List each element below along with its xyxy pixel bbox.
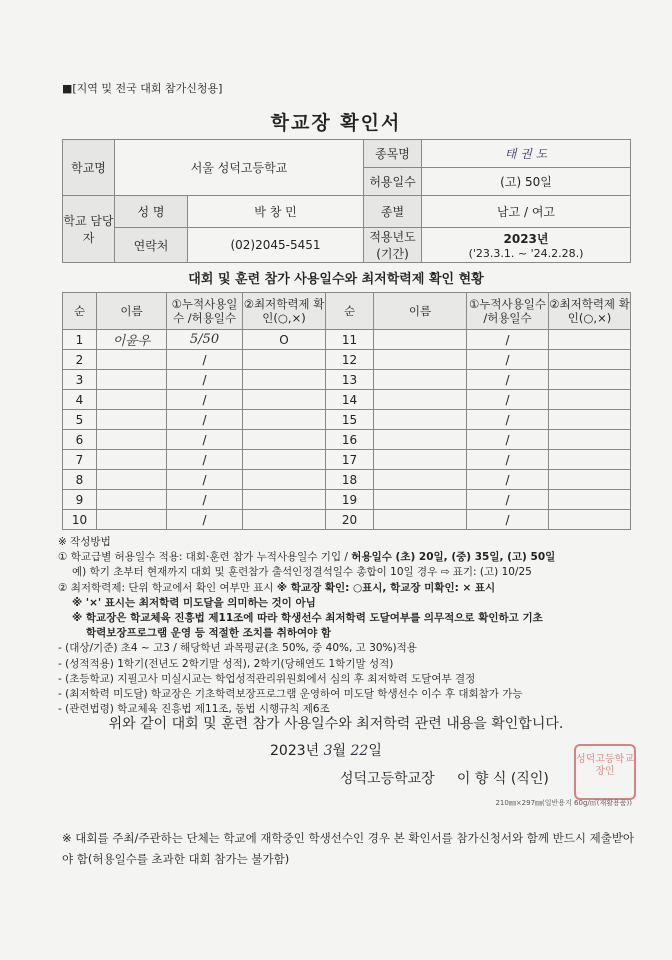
cell-no: 11 (326, 330, 374, 350)
cell-name (97, 450, 167, 470)
footer-note: ※ 대회를 주최/주관하는 단체는 학교에 재학중인 학생선수인 경우 본 확인서를 참가신청서와 함께 반드시 제출받아야 함(허용일수를 초과한 대회 참가는 불가함) (62, 831, 635, 866)
table-row (63, 330, 631, 350)
note-1: ① 학교급별 허용일수 적용: 대회·훈련 참가 누적사용일수 기입 / 허용일수 (초) 20일, (중) 35일, (고) 50일 (58, 551, 556, 564)
cell-check (549, 410, 631, 430)
cell-name (374, 490, 467, 510)
table-row (63, 370, 631, 390)
table-row (63, 350, 631, 370)
cell-name (374, 350, 467, 370)
cell-no: 18 (326, 470, 374, 490)
cell-days: / (167, 510, 243, 530)
note-8: - (최저학력 미도달) 학교장은 기초학력보장프로그램 운영하여 미도달 학생선수 이수 후 대회참가 가능 (58, 688, 523, 701)
phone-value: (02)2045-5451 (188, 228, 364, 263)
name-label: 성 명 (115, 196, 188, 228)
cell-check (243, 490, 326, 510)
cell-check (243, 410, 326, 430)
table-row (63, 450, 631, 470)
cell-no: 19 (326, 490, 374, 510)
sport-value: 태 권 도 (422, 140, 631, 168)
cell-days: / (167, 490, 243, 510)
cell-name (97, 410, 167, 430)
school-info-table (62, 139, 631, 263)
gender-value: 남고 / 여고 (422, 196, 631, 228)
cell-check (549, 370, 631, 390)
confirm-text: 위와 같이 대회 및 훈련 참가 사용일수와 최저학력 관련 내용을 확인합니다. (108, 716, 564, 732)
note-4: ※ 학교장은 학교체육 진흥법 제11조에 따라 학생선수 최저학력 도달여부를 의무적으로 확인하고 기초 (72, 612, 543, 625)
table-row (63, 470, 631, 490)
cell-no: 12 (326, 350, 374, 370)
cell-days: / (167, 450, 243, 470)
note-1-example: 예) 학기 초부터 현재까지 대회 및 훈련참가 출석인정결석일수 총합이 10일 경우 ⇨ 표기: (고) 10/25 (72, 566, 532, 579)
header-name: 이름 (374, 293, 467, 330)
cell-days: / (167, 410, 243, 430)
roster-table (62, 292, 631, 530)
school-label: 학교명 (63, 140, 115, 196)
cell-days: / (167, 390, 243, 410)
cell-check (549, 510, 631, 530)
cell-no: 1 (63, 330, 97, 350)
table-row (63, 510, 631, 530)
table-row (63, 390, 631, 410)
form-tag: ■[지역 및 전국 대회 참가신청용] (62, 82, 223, 95)
header-no: 순 (326, 293, 374, 330)
days-label: 허용일수 (364, 168, 422, 196)
table-row (63, 430, 631, 450)
cell-check (243, 510, 326, 530)
cell-days: / (167, 430, 243, 450)
cell-check (243, 430, 326, 450)
note-4b: 학력보장프로그램 운영 등 적절한 조치를 취하여야 함 (86, 627, 332, 640)
cell-check (243, 390, 326, 410)
cell-days: / (167, 470, 243, 490)
cell-name (97, 390, 167, 410)
cell-days: / (167, 350, 243, 370)
cell-days: / (467, 470, 549, 490)
cell-no: 10 (63, 510, 97, 530)
note-5: - (대상/기준) 초4 ~ 고3 / 해당학년 과목평균(초 50%, 중 40%, 고 30%)적용 (58, 642, 417, 655)
cell-check (243, 470, 326, 490)
cell-days: / (467, 330, 549, 350)
cell-name (374, 510, 467, 530)
year-label: 적용년도 (기간) (364, 228, 422, 263)
cell-no: 9 (63, 490, 97, 510)
cell-check: O (243, 330, 326, 350)
cell-check (549, 470, 631, 490)
cell-check (549, 330, 631, 350)
table-row (63, 490, 631, 510)
cell-days: 5/50 (167, 330, 243, 350)
cell-name (374, 390, 467, 410)
cell-check (549, 390, 631, 410)
cell-days: / (467, 430, 549, 450)
cell-no: 3 (63, 370, 97, 390)
header-days: ①누적사용일수 /허용일수 (467, 293, 549, 330)
cell-no: 8 (63, 470, 97, 490)
instructions (58, 535, 638, 717)
cell-no: 5 (63, 410, 97, 430)
year-value: 2023년 (503, 232, 549, 246)
notes-heading: ※ 작성방법 (58, 536, 111, 548)
header-days: ①누적사용일수 /허용일수 (167, 293, 243, 330)
cell-days: / (167, 370, 243, 390)
cell-check (243, 350, 326, 370)
cell-name (374, 470, 467, 490)
document-title: 학교장 확인서 (270, 112, 402, 134)
cell-days: / (467, 350, 549, 370)
cell-name (374, 370, 467, 390)
note-3: ※ '×' 표시는 최저학력 미도달을 의미하는 것이 아님 (72, 596, 316, 609)
header-check: ②최저학력제 확인(○,×) (549, 293, 631, 330)
school-value: 서울 성덕고등학교 (115, 140, 364, 196)
cell-check (549, 450, 631, 470)
gender-label: 종별 (364, 196, 422, 228)
cell-check (549, 490, 631, 510)
sport-label: 종목명 (364, 140, 422, 168)
signature-line: 성덕고등학교장 이 향 식 (직인) (340, 771, 549, 787)
date-year: 2023년 (270, 743, 320, 759)
paper-spec: 210㎜×297㎜(일반용지 60g/㎡(재활용품)) (495, 799, 632, 807)
cell-no: 6 (63, 430, 97, 450)
cell-name (374, 410, 467, 430)
cell-no: 4 (63, 390, 97, 410)
note-2: ② 최저학력제: 단위 학교에서 확인 여부만 표시 ※ 학교장 확인: ○표시, 학교장 미확인: × 표시 (58, 581, 496, 594)
cell-days: / (467, 450, 549, 470)
header-name: 이름 (97, 293, 167, 330)
table-row (63, 410, 631, 430)
date-day: 22 (350, 743, 369, 759)
cell-no: 15 (326, 410, 374, 430)
cell-no: 7 (63, 450, 97, 470)
cell-no: 17 (326, 450, 374, 470)
cell-name (374, 450, 467, 470)
cell-no: 20 (326, 510, 374, 530)
note-7: - (초등학교) 지필고사 미실시교는 학업성적관리위원회에서 심의 후 최저학력 도달여부 결정 (58, 672, 476, 685)
cell-days: / (467, 390, 549, 410)
official-seal: 성덕고등학교장인 (574, 744, 636, 800)
cell-days: / (467, 410, 549, 430)
cell-name: 이윤우 (97, 330, 167, 350)
date-month-unit: 월 (332, 743, 347, 759)
cell-check (243, 370, 326, 390)
cell-no: 16 (326, 430, 374, 450)
header-check: ②최저학력제 확인(○,×) (243, 293, 326, 330)
cell-no: 13 (326, 370, 374, 390)
cell-no: 14 (326, 390, 374, 410)
cell-days: / (467, 490, 549, 510)
cell-check (549, 430, 631, 450)
date-line (270, 740, 382, 760)
cell-check (549, 350, 631, 370)
cell-no: 2 (63, 350, 97, 370)
note-9: - (관련법령) 학교체육 진흥법 제11조, 동법 시행규칙 제6조 (58, 703, 330, 716)
contact-group-label: 학교 담당자 (63, 196, 115, 263)
cell-name (97, 370, 167, 390)
cell-name (97, 430, 167, 450)
cell-days: / (467, 510, 549, 530)
phone-label: 연락처 (115, 228, 188, 263)
date-month: 3 (323, 743, 333, 759)
cell-check (243, 450, 326, 470)
header-no: 순 (63, 293, 97, 330)
cell-days: / (467, 370, 549, 390)
days-value: (고) 50일 (422, 168, 631, 196)
name-value: 박 창 민 (188, 196, 364, 228)
cell-name (97, 490, 167, 510)
cell-name (97, 510, 167, 530)
cell-name (97, 350, 167, 370)
date-day-unit: 일 (368, 743, 382, 759)
cell-name (374, 330, 467, 350)
cell-name (97, 470, 167, 490)
note-6: - (성적적용) 1학기(전년도 2학기말 성적), 2학기(당해연도 1학기말 성적) (58, 657, 394, 670)
period-value: ('23.3.1. ~ '24.2.28.) (468, 247, 584, 260)
cell-name (374, 430, 467, 450)
year-cell (422, 228, 631, 263)
section-title: 대회 및 훈련 참가 사용일수와 최저학력제 확인 현황 (188, 272, 484, 287)
